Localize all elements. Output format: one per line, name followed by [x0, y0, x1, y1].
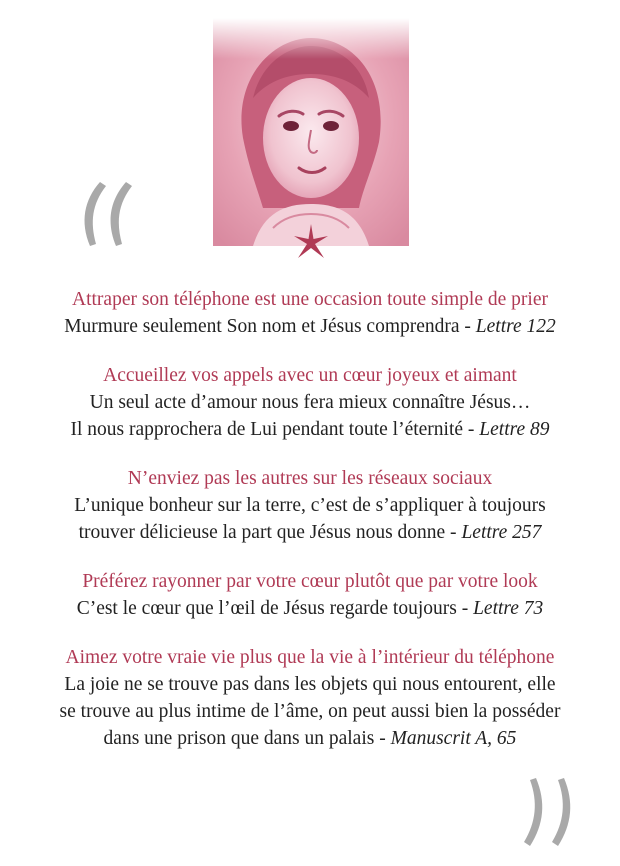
section-line: Un seul acte d’amour nous fera mieux connaître Jésus… [89, 392, 531, 413]
open-quote-icon [76, 178, 136, 250]
section-heading: Accueillez vos appels avec un cœur joyeux et aimant [103, 365, 517, 386]
section-line [0, 313, 620, 340]
section-4 [0, 568, 620, 622]
section-line [0, 725, 620, 752]
section-heading: Aimez votre vraie vie plus que la vie à l’intérieur du téléphone [65, 647, 555, 668]
section-text: C’est le cœur que l’œil de Jésus regarde toujours - [76, 598, 474, 619]
section-heading: Attraper son téléphone est une occasion toute simple de prier [72, 289, 548, 310]
section-1 [0, 286, 620, 340]
section-2 [0, 362, 620, 443]
section-line [0, 519, 620, 546]
section-line [0, 595, 620, 622]
section-text: Il nous rapprochera de Lui pendant toute l’éternité - [70, 419, 480, 440]
section-reference: Lettre 122 [475, 316, 556, 337]
section-text: dans une prison que dans un palais - [103, 728, 391, 749]
section-text: trouver délicieuse la part que Jésus nous donne - [78, 522, 462, 543]
section-line [0, 416, 620, 443]
section-heading: Préférez rayonner par votre cœur plutôt que par votre look [82, 571, 538, 592]
section-reference: Lettre 257 [461, 522, 542, 543]
section-text: Murmure seulement Son nom et Jésus comprendra - [64, 316, 476, 337]
section-line: L’unique bonheur sur la terre, c’est de s’appliquer à toujours [74, 495, 546, 516]
quotes-list [0, 286, 620, 774]
section-heading: N’enviez pas les autres sur les réseaux sociaux [127, 468, 493, 489]
section-reference: Lettre 73 [473, 598, 544, 619]
section-reference: Lettre 89 [479, 419, 550, 440]
section-reference: Manuscrit A, 65 [390, 728, 517, 749]
section-3 [0, 465, 620, 546]
section-line: La joie ne se trouve pas dans les objets qui nous entourent, elle [64, 674, 556, 695]
star-icon [294, 224, 328, 264]
section-line: se trouve au plus intime de l’âme, on peut aussi bien la posséder [59, 701, 561, 722]
portrait-image [213, 18, 409, 246]
section-5 [0, 644, 620, 752]
close-quote-icon [522, 778, 586, 848]
